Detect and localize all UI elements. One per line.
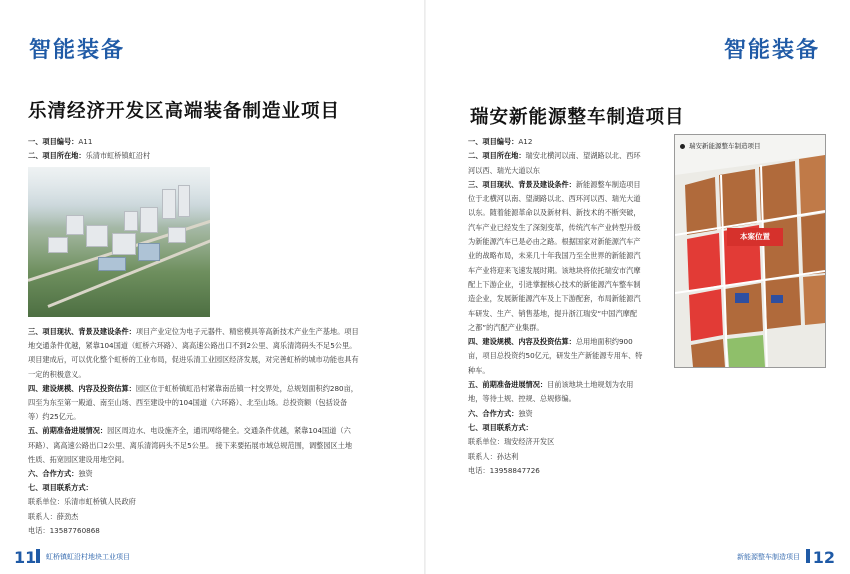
legend-dot-icon bbox=[680, 144, 685, 149]
info-line: 四、建设规模、内容及投资估算：园区位于虹桥镇虹沿村紧靠南岳镇一村交界处，总规划面积约280亩， bbox=[28, 383, 358, 393]
info-line: 七、项目联系方式： bbox=[28, 483, 93, 493]
info-line: 五、前期准备进展情况：园区周边水、电设施齐全，通讯网络健全。交通条件优越，紧靠104国道（六 bbox=[28, 426, 351, 436]
info-line: 以东。随着能源革命以及新材料、新技术的不断突破， bbox=[468, 208, 641, 218]
contact-unit: 联系单位：乐清市虹桥镇人民政府 bbox=[28, 497, 136, 507]
contact-person: 联系人：孙达利 bbox=[468, 451, 519, 461]
info-line: 车研发、生产、销售基地，提升浙江瑞安“中国汽摩配 bbox=[468, 308, 638, 318]
site-location-map bbox=[674, 134, 826, 368]
info-line: 种车。 bbox=[468, 365, 490, 375]
info-line: 二、项目所在地：瑞安北横河以南、望湖路以北、西环 bbox=[468, 151, 641, 161]
project-info-body bbox=[28, 325, 359, 538]
section-title: 智能装备 bbox=[723, 38, 820, 63]
project-info bbox=[468, 135, 642, 478]
info-line: 为新能源汽车已是必由之路。根据国家对新能源汽车产 bbox=[468, 237, 641, 247]
info-line: 亩，项目总投资约50亿元，研发生产新能源专用车、特 bbox=[468, 351, 643, 361]
contact-phone: 电话：13958847726 bbox=[468, 465, 540, 475]
footer-divider bbox=[806, 549, 810, 563]
info-line: 车产业将迎来飞速发展时期。该地块将依托瑞安市汽摩 bbox=[468, 265, 641, 275]
info-line: 二、项目所在地：乐清市虹桥镇虹沿村 bbox=[28, 151, 151, 161]
info-line: 等）约25亿元。 bbox=[28, 412, 81, 422]
footer-divider bbox=[36, 549, 40, 563]
site-location-marker: 本案位置 bbox=[727, 228, 783, 246]
info-line: 四、建设规模、内容及投资估算：总用地面积约900 bbox=[468, 337, 633, 347]
info-line: 四至为东至第一殿道、南至山场、西至建设中的104国道（六环路）、北至山场。总投资额（包括设备 bbox=[28, 398, 348, 408]
info-line: 项目建成后，可以优化整个虹桥的工业布局，促进乐清工业园区经济发展，对完善虹桥的城市功能也具有 bbox=[28, 355, 359, 365]
info-line: 位于北横河以南、望湖路以北、西环河以西、瑞光大道 bbox=[468, 194, 641, 204]
project-title: 乐清经济开发区高端装备制造业项目 bbox=[28, 101, 341, 122]
info-line: 配上下游企业，引进掌握核心技术的新能源汽车整车制 bbox=[468, 279, 641, 289]
page-number: 12 bbox=[812, 548, 835, 567]
info-line: 造企业，发展新能源汽车及上下游配套，布局新能源汽 bbox=[468, 294, 641, 304]
info-line: 汽车产业已经发生了深刻变革，传统汽车产业转型升级 bbox=[468, 222, 641, 232]
project-info-top bbox=[28, 135, 150, 163]
footer-label: 新能源整车制造项目 bbox=[737, 553, 800, 561]
map-graphic bbox=[675, 135, 825, 367]
info-line: 之都”的汽配产业集群。 bbox=[468, 322, 544, 332]
info-line: 业的战略布局，未来几十年我国乃至全世界的新能源汽 bbox=[468, 251, 641, 261]
info-line: 河以西、瑞光大道以东 bbox=[468, 165, 540, 175]
info-line: 一定的积极意义。 bbox=[28, 369, 86, 379]
project-title: 瑞安新能源整车制造项目 bbox=[470, 107, 685, 128]
contact-unit: 联系单位：瑞安经济开发区 bbox=[468, 437, 555, 447]
section-title: 智能装备 bbox=[29, 38, 126, 63]
contact-person: 联系人：薛劲杰 bbox=[28, 511, 79, 521]
info-line: 六、合作方式：独资 bbox=[28, 469, 93, 479]
map-legend: 瑞安新能源整车制造项目 bbox=[680, 141, 761, 150]
info-line: 六、合作方式：独资 bbox=[468, 408, 533, 418]
contact-phone: 电话：13587760868 bbox=[28, 525, 100, 535]
info-line: 一、项目编号：A11 bbox=[28, 137, 93, 146]
right-page bbox=[425, 0, 850, 574]
info-line: 一、项目编号：A12 bbox=[468, 137, 533, 146]
info-line: 地，等待土规、控规、总规修编。 bbox=[468, 394, 576, 404]
info-line: 三、项目现状、背景及建设条件：项目产业定位为电子元器件、精密模具等高新技术产业生产基地。项目 bbox=[28, 327, 359, 336]
info-line: 性质、拓宽园区建设用地空间。 bbox=[28, 454, 129, 464]
info-line: 地交通条件优越，紧靠104国道（虹桥六环路）、离高速公路出口不到2公里、离乐清湾码头不足5公里。 bbox=[28, 341, 357, 351]
info-line: 五、前期准备进展情况：目前该地块土地规划为农用 bbox=[468, 380, 634, 390]
project-rendering-image bbox=[28, 167, 210, 317]
footer-label: 虹桥镇虹沿村地块工业项目 bbox=[46, 553, 130, 561]
info-line: 环路）、离高速公路出口2公里、离乐清湾码头不足5公里。 接下来要拓展市域总规范围，调整园区土地 bbox=[28, 440, 353, 450]
info-line: 七、项目联系方式： bbox=[468, 422, 533, 432]
info-line: 三、项目现状、背景及建设条件：新能源整车制造项目 bbox=[468, 179, 641, 189]
page-number: 11 bbox=[14, 548, 37, 567]
